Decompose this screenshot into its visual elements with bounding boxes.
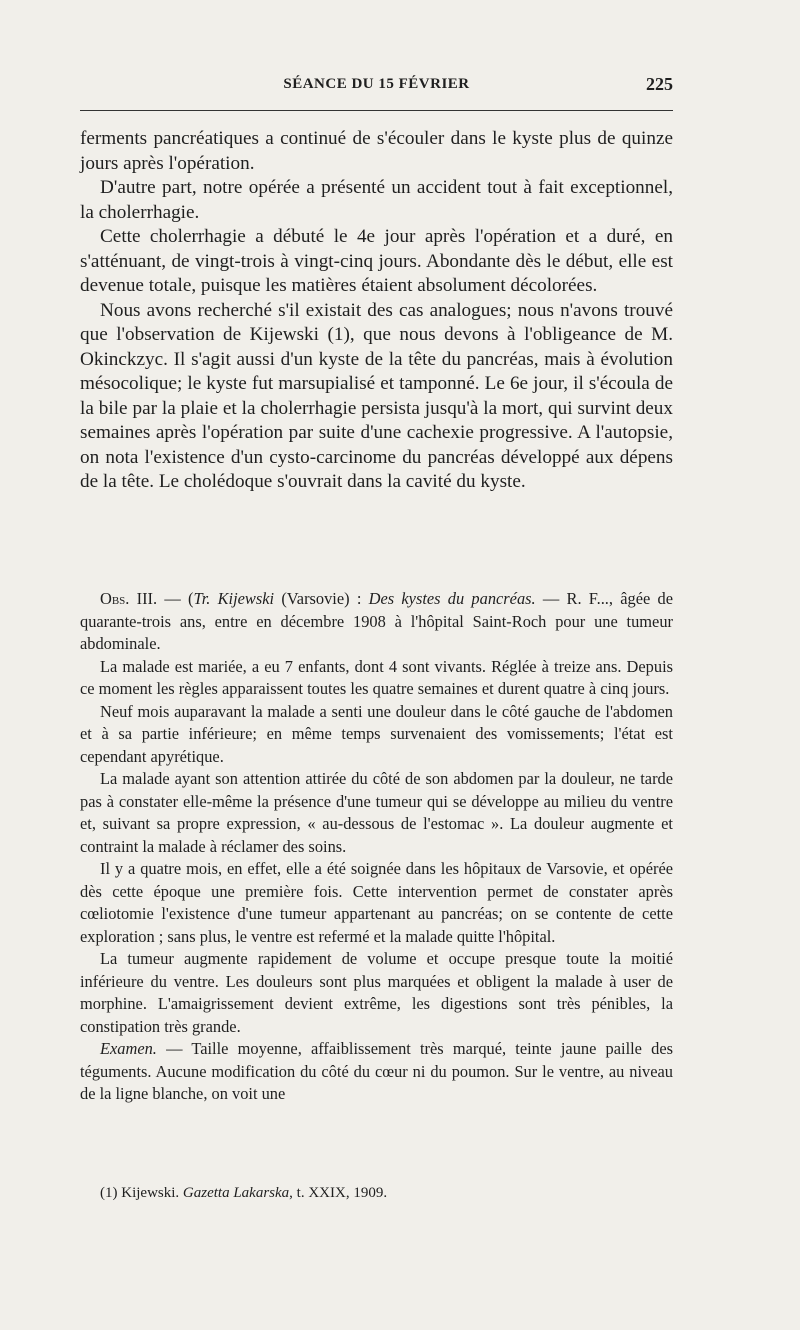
page-header [80,76,673,100]
header-rule [80,110,673,111]
observation-paragraph: La malade ayant son attention attirée du côté de son abdomen par la douleur, ne tarde pas à constater elle-même la présence d'une tumeur qui se développe au milieu du ventre et, suivant sa propre expression, « au-dessous de l'estomac ». La douleur augmente et contraint la malade à réclamer des soins. [80,769,673,856]
observation-exam [80,1038,673,1106]
page-number: 225 [646,74,673,94]
paragraph: Nous avons recherché s'il existait des cas analogues; nous n'avons trouvé que l'observation de Kijewski (1), que nous devons à l'obligeance de M. Okinckzyc. Il s'agit aussi d'un kyste de la tête du pancréas, mais à évolution mésocolique; le kyste fut marsupialisé et tamponné. Le 6e jour, il s'écoula de la bile par la plaie et la cholerrhagie persista jusqu'à la mort, qui survint deux semaines après l'opération par suite d'une cachexie progressive. A l'autopsie, on nota l'existence d'un cysto-carcinome du pancréas développé aux dépens de la tête. Le cholédoque s'ouvrait dans la cavité du kyste. [80,299,673,492]
observation-paragraph: La malade est mariée, a eu 7 enfants, dont 4 sont vivants. Réglée à treize ans. Depuis ce moment les règles apparaissent toutes les quatre semaines et durent quatre à cinq jours. [80,656,673,698]
footnote-rest: , t. XXIX, 1909. [289,1185,388,1201]
paragraph: Cette cholerrhagie a débuté le 4e jour après l'opération et a duré, en s'atténuant, de vingt-trois à vingt-cinq jours. Abondante dès le début, elle est devenue totale, puisque les matières étaient absolument décolorées. [80,226,673,296]
observation-paragraph: Il y a quatre mois, en effet, elle a été soignée dans les hôpitaux de Varsovie, et opérée dès cette époque une première fois. Cette intervention permet de constater après cœliotomie l'existence d'une tumeur appartenant au pancréas; on se contente de cette exploration ; sans plus, le ventre est refermé et la malade quitte l'hôpital. [80,859,673,946]
main-text [80,127,673,495]
footnote [100,1183,673,1203]
footnote-marker: (1) [100,1185,118,1201]
observation-author: Tr. Kijewski [193,589,275,608]
observation-block [80,588,673,1106]
exam-text: — Taille moyenne, affaiblissement très marqué, teinte jaune paille des téguments. Aucune modification du côté du cœur ni du poumon. Sur le ventre, au niveau de la ligne blanche, on voit une [80,1039,673,1103]
footnote-author: Kijewski. [117,1185,183,1201]
paragraph: ferments pancréatiques a continué de s'écouler dans le kyste plus de quinze jours après l'opération. [80,128,673,174]
observation-label: Obs. III. [100,589,158,608]
observation-paragraph: Neuf mois auparavant la malade a senti une douleur dans le côté gauche de l'abdomen et à sa partie inférieure; en même temps survenaient des vomissements; l'état est cependant apyrétique. [80,701,673,766]
observation-intro-rest: — R. F..., âgée de quarante-trois ans, entre en décembre 1908 à l'hôpital Saint-Roch pour une tumeur abdominale. [80,589,673,653]
paragraph: D'autre part, notre opérée a présenté un accident tout à fait exceptionnel, la cholerrhagie. [80,177,673,223]
exam-label: Examen. [100,1039,157,1058]
running-title: SÉANCE DU 15 FÉVRIER [283,76,470,92]
observation-dash: — ( [157,589,194,608]
observation-city: (Varsovie) : [274,589,369,608]
observation-paragraph: La tumeur augmente rapidement de volume et occupe presque toute la moitié inférieure du ventre. Les douleurs sont plus marquées et obligent la malade à user de morphine. L'amaigrissement devient extrême, les digestions sont très pénibles, la constipation très grande. [80,949,673,1036]
observation-intro [80,588,673,656]
footnote-journal: Gazetta Lakarska [182,1185,290,1201]
observation-source-title: Des kystes du pancréas. [368,589,536,608]
